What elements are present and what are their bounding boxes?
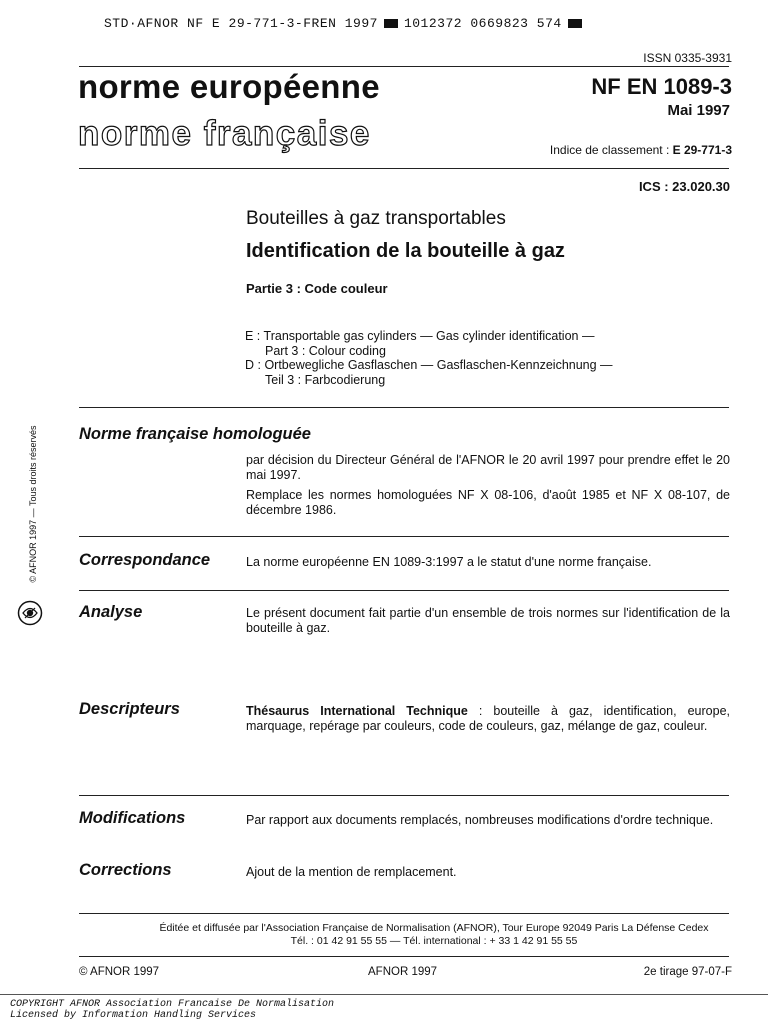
- header-divider: [79, 66, 729, 67]
- document-code: STD·AFNOR NF E 29-771-3-FREN 1997: [104, 16, 378, 31]
- section-divider: [79, 536, 729, 537]
- afnor-logo-icon: [17, 600, 43, 626]
- heading-correspondance: Correspondance: [79, 551, 211, 569]
- text-corrections: Ajout de la mention de remplacement.: [246, 865, 457, 879]
- translation-german: D : Ortbewegliche Gasflaschen — Gasflaschen-Kennzeichnung —: [245, 358, 613, 372]
- replaced-standards: Remplace les normes homologuées NF X 08-106, d'août 1985 et NF X 08-107, de décembre 1986.: [246, 488, 730, 517]
- text-analyse: Le présent document fait partie d'un ensemble de trois normes sur l'identification de la bouteille à gaz.: [246, 606, 730, 635]
- section-divider: [79, 407, 729, 408]
- heading-analyse: Analyse: [79, 603, 143, 621]
- side-copyright-text: © AFNOR 1997 — Tous droits réservés: [28, 425, 38, 583]
- heading-modifications: Modifications: [79, 809, 186, 827]
- title-european: norme européenne: [78, 68, 380, 105]
- publication-date: Mai 1997: [667, 102, 730, 119]
- section-divider: [79, 795, 729, 796]
- issn: ISSN 0335-3931: [643, 51, 732, 65]
- barcode-block-icon: [384, 19, 398, 28]
- license-distributor: Licensed by Information Handling Services: [10, 1010, 257, 1021]
- translation-english: E : Transportable gas cylinders — Gas cylinder identification —: [245, 329, 595, 343]
- text-homologuee: [246, 453, 730, 523]
- section-divider: [79, 590, 729, 591]
- text-correspondance: La norme européenne EN 1089-3:1997 a le statut d'une norme française.: [246, 555, 652, 569]
- document-code-line: [104, 16, 588, 31]
- thesaurus-label: Thésaurus International Technique: [246, 704, 468, 718]
- classification-index: [550, 143, 732, 157]
- ics-code: ICS : 23.020.30: [638, 179, 730, 194]
- side-copyright: [27, 405, 39, 605]
- heading-corrections: Corrections: [79, 861, 172, 879]
- classification-label: Indice de classement :: [549, 143, 673, 157]
- text-modifications: Par rapport aux documents remplacés, nombreuses modifications d'ordre technique.: [246, 813, 714, 827]
- publisher-phone: Tél. : 01 42 91 55 55 — Tél. international : + 33 1 42 91 55 55: [290, 935, 578, 947]
- heading-descripteurs: Descripteurs: [79, 700, 180, 718]
- publisher-info: Éditée et diffusée par l'Association Française de Normalisation (AFNOR), Tour Europe 92049 Paris La Défense Cedex: [159, 922, 709, 934]
- license-copyright: COPYRIGHT AFNOR Association Francaise De Normalisation: [10, 999, 335, 1010]
- document-serial: 1012372 0669823 574: [403, 16, 562, 31]
- subject-line-2: Identification de la bouteille à gaz: [246, 240, 565, 262]
- license-divider: [0, 994, 768, 995]
- translation-english-part: Part 3 : Colour coding: [265, 344, 386, 358]
- title-divider: [79, 168, 729, 169]
- homologation-decision: par décision du Directeur Général de l'AFNOR le 20 avril 1997 pour prendre effet le 20 mai 1997.: [246, 453, 730, 482]
- footer-divider: [79, 956, 729, 957]
- subject-part: Partie 3 : Code couleur: [246, 281, 388, 296]
- classification-value: E 29-771-3: [672, 143, 732, 157]
- heading-homologuee: Norme française homologuée: [79, 425, 311, 443]
- title-french: norme française: [78, 114, 371, 153]
- subject-line-1: Bouteilles à gaz transportables: [246, 208, 506, 229]
- standard-reference: NF EN 1089-3: [591, 74, 732, 99]
- text-descripteurs: [246, 704, 730, 734]
- copyright-middle: AFNOR 1997: [368, 966, 438, 978]
- copyright-left: © AFNOR 1997: [79, 966, 160, 978]
- print-run: 2e tirage 97-07-F: [643, 966, 732, 978]
- footer-divider: [79, 913, 729, 914]
- descriptor-keywords: : bouteille à gaz, identification, europe, marquage, repérage par couleurs, code de couleurs, gaz, mélange de gaz, couleur.: [246, 704, 730, 733]
- barcode-block-icon: [568, 19, 582, 28]
- translation-german-part: Teil 3 : Farbcodierung: [265, 373, 386, 387]
